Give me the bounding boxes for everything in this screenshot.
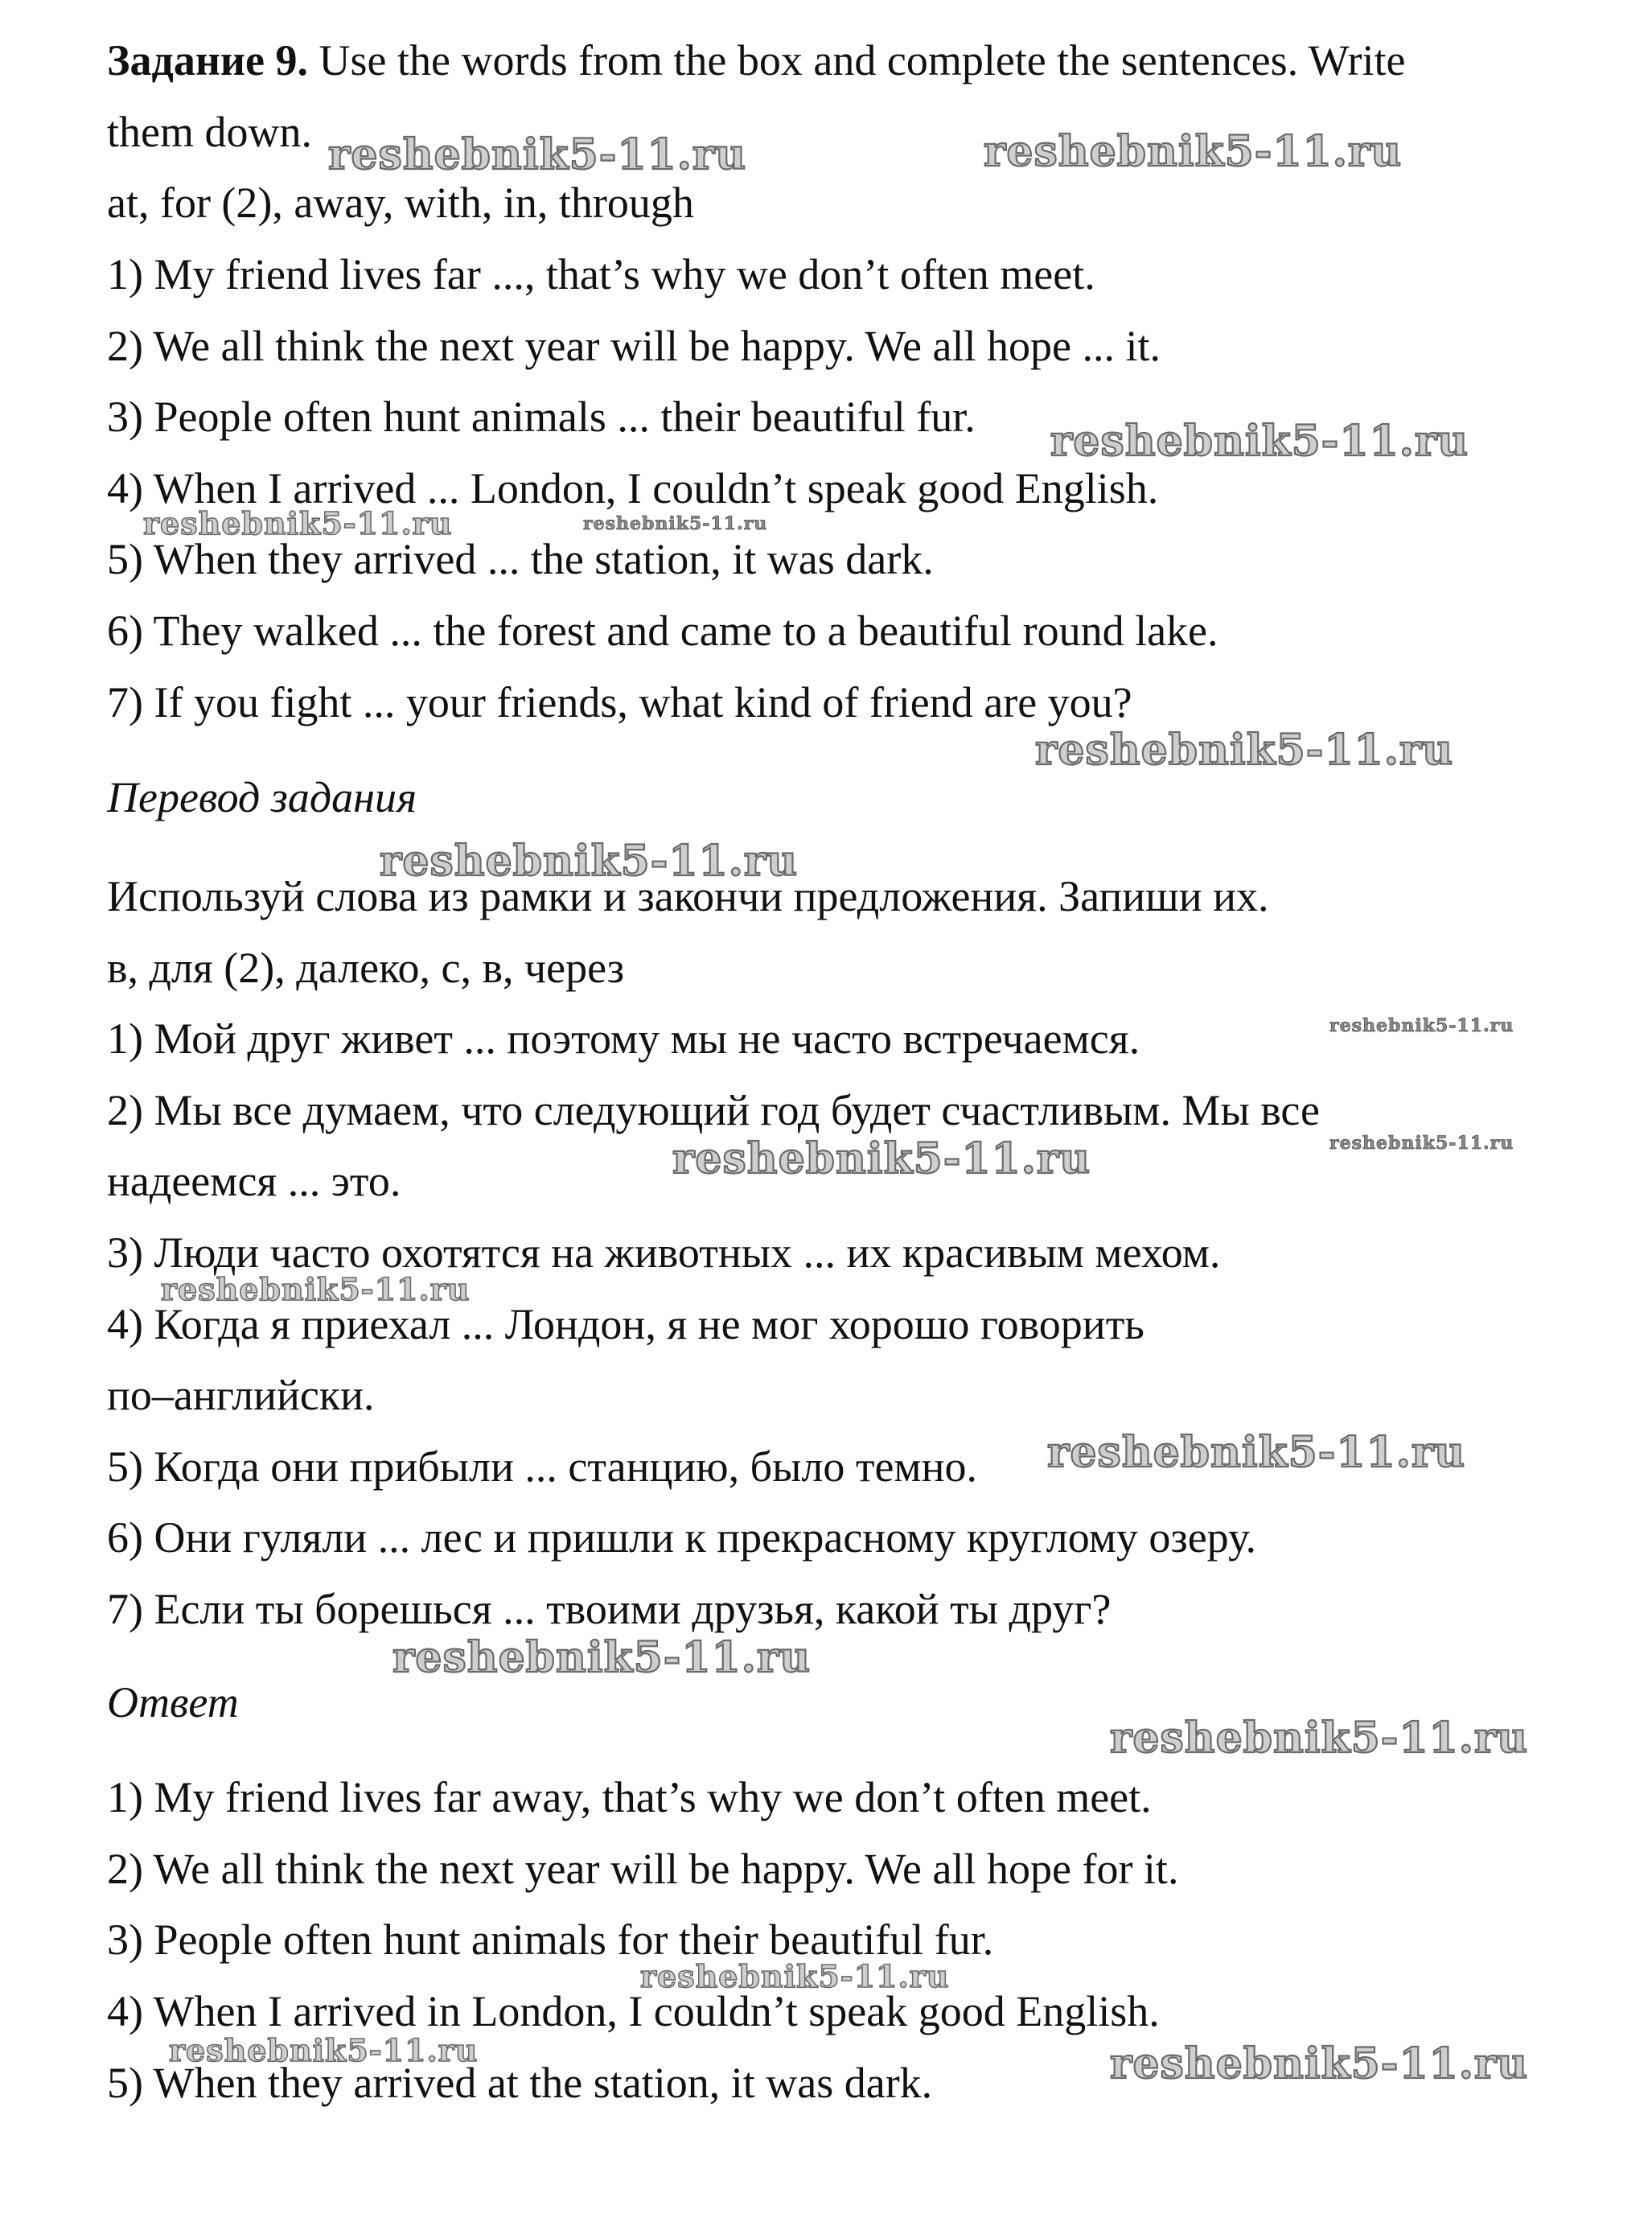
answer-sentence-4: 4) When I arrived in London, I couldn’t speak good English. <box>107 1987 1160 2035</box>
watermark: reshebnik5-11.ru <box>1047 1428 1466 1477</box>
watermark: reshebnik5-11.ru <box>380 837 799 886</box>
task-instruction-line2: them down. <box>107 108 312 156</box>
task-label: Задание 9. <box>107 36 309 84</box>
translation-heading: Перевод задания <box>107 773 417 821</box>
answer-sentence-5: 5) When they arrived at the station, it was dark. <box>107 2059 933 2107</box>
watermark: reshebnik5-11.ru <box>1329 1015 1514 1036</box>
answer-sentence-3: 3) People often hunt animals for their beautiful fur. <box>107 1916 994 1964</box>
translation-sentence-1: 1) Мой друг живет ... поэтому мы не часто встречаемся. <box>107 1014 1140 1063</box>
watermark: reshebnik5-11.ru <box>984 127 1403 176</box>
task-sentence-3: 3) People often hunt animals ... their beautiful fur. <box>107 393 976 441</box>
watermark: reshebnik5-11.ru <box>1110 1714 1529 1763</box>
task-instruction-line1 <box>107 35 1405 85</box>
task-instruction-text: Use the words from the box and complete the sentences. Write <box>318 36 1406 84</box>
translation-sentence-2: 2) Мы все думаем, что следующий год будет счастливым. Мы все <box>107 1086 1321 1134</box>
watermark: reshebnik5-11.ru <box>161 1271 471 1307</box>
watermark: reshebnik5-11.ru <box>1050 417 1469 466</box>
watermark: reshebnik5-11.ru <box>640 1958 950 1994</box>
watermark: reshebnik5-11.ru <box>672 1134 1091 1183</box>
answer-heading: Ответ <box>107 1678 239 1726</box>
watermark: reshebnik5-11.ru <box>1329 1133 1514 1154</box>
translation-word-box: в, для (2), далеко, с, в, через <box>107 944 625 992</box>
translation-instruction: Используй слова из рамки и закончи предложения. Запиши их. <box>107 872 1269 920</box>
watermark: reshebnik5-11.ru <box>1110 2039 1529 2088</box>
translation-sentence-4: 4) Когда я приехал ... Лондон, я не мог хорошо говорить <box>107 1300 1144 1348</box>
answer-sentence-1: 1) My friend lives far away, that’s why we don’t often meet. <box>107 1773 1152 1821</box>
task-sentence-5: 5) When they arrived ... the station, it was dark. <box>107 535 934 583</box>
translation-sentence-7: 7) Если ты борешься ... твоими друзья, какой ты друг? <box>107 1585 1112 1633</box>
watermark: reshebnik5-11.ru <box>392 1633 812 1682</box>
answer-sentence-2: 2) We all think the next year will be happy. We all hope for it. <box>107 1845 1179 1893</box>
watermark: reshebnik5-11.ru <box>1035 726 1454 775</box>
translation-sentence-4-cont: по–английски. <box>107 1371 375 1419</box>
watermark: reshebnik5-11.ru <box>328 130 747 179</box>
task-sentence-7: 7) If you fight ... your friends, what kind of friend are you? <box>107 678 1132 726</box>
watermark: reshebnik5-11.ru <box>143 505 453 541</box>
translation-sentence-6: 6) Они гуляли ... лес и пришли к прекрасному круглому озеру. <box>107 1513 1257 1562</box>
translation-sentence-5: 5) Когда они прибыли ... станцию, было темно. <box>107 1442 977 1491</box>
task-sentence-4: 4) When I arrived ... London, I couldn’t speak good English. <box>107 464 1159 512</box>
translation-sentence-2-cont: надеемся ... это. <box>107 1157 401 1205</box>
task-word-box: at, for (2), away, with, in, through <box>107 179 694 227</box>
watermark: reshebnik5-11.ru <box>583 513 768 534</box>
translation-sentence-3: 3) Люди часто охотятся на животных ... их красивым мехом. <box>107 1228 1221 1277</box>
task-sentence-6: 6) They walked ... the forest and came to a beautiful round lake. <box>107 607 1218 655</box>
watermark: reshebnik5-11.ru <box>169 2032 479 2068</box>
task-sentence-1: 1) My friend lives far ..., that’s why we don’t often meet. <box>107 250 1095 298</box>
task-sentence-2: 2) We all think the next year will be happy. We all hope ... it. <box>107 322 1161 370</box>
